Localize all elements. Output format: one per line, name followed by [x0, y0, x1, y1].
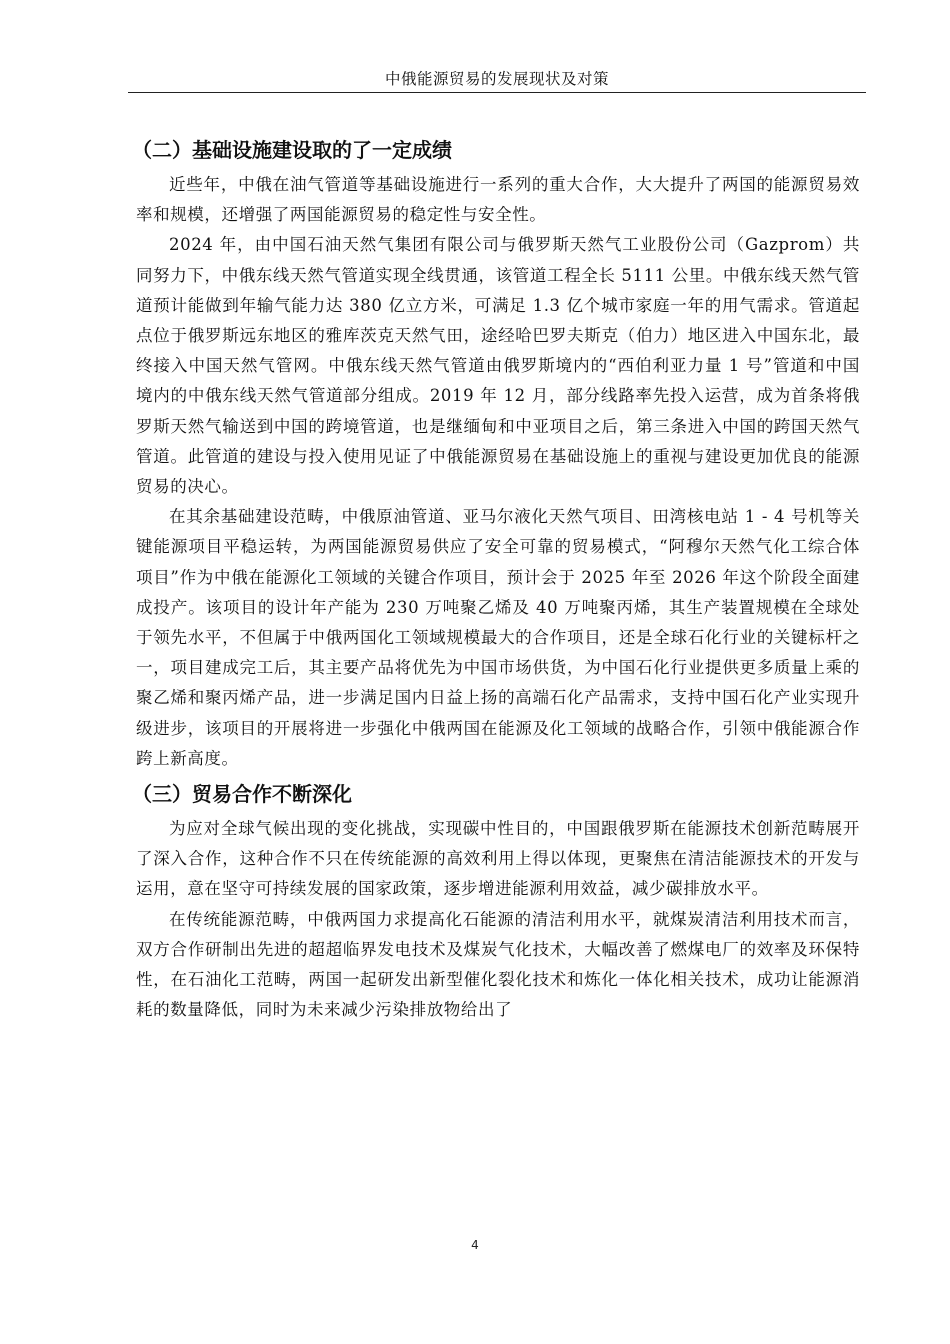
page-body: [132, 130, 860, 1025]
paragraph: 2024 年，由中国石油天然气集团有限公司与俄罗斯天然气工业股份公司（Gazprom）共同努力下，中俄东线天然气管道实现全线贯通，该管道工程全长 5111 公里。中俄东线天然气管道预计能做到年输气能力达 380 亿立方米，可满足 1.3 亿个城市家庭一年的用气需求。管道起点位于俄罗斯远东地区的雅库茨克天然气田，途经哈巴罗夫斯克（伯力）地区进入中国东北，最终接入中国天然气管网。中俄东线天然气管道由俄罗斯境内的“西伯利亚力量 1 号”管道和中国境内的中俄东线天然气管道部分组成。2019 年 12 月，部分线路率先投入运营，成为首条将俄罗斯天然气输送到中国的跨境管道，也是继缅甸和中亚项目之后，第三条进入中国的跨国天然气管道。此管道的建设与投入使用见证了中俄能源贸易在基础设施上的重视与建设更加优良的能源贸易的决心。: [136, 235, 860, 497]
section-heading-trade-cooperation: （三）贸易合作不断深化: [132, 782, 352, 807]
page-number: 4: [471, 1238, 479, 1252]
paragraph: 为应对全球气候出现的变化挑战，实现碳中性目的，中国跟俄罗斯在能源技术创新范畴展开了深入合作，这种合作不只在传统能源的高效利用上得以体现，更聚焦在清洁能源技术的开发与运用，意在坚守可持续发展的国家政策，逐步增进能源利用效益，减少碳排放水平。: [136, 819, 860, 899]
section-heading-infrastructure: （二）基础设施建设取的了一定成绩: [132, 138, 452, 162]
paragraph: 近些年，中俄在油气管道等基础设施进行一系列的重大合作，大大提升了两国的能源贸易效率和规模，还增强了两国能源贸易的稳定性与安全性。: [136, 175, 860, 225]
running-header: 中俄能源贸易的发展现状及对策: [128, 70, 866, 93]
paragraph: 在传统能源范畴，中俄两国力求提高化石能源的清洁利用水平，就煤炭清洁利用技术而言，双方合作研制出先进的超超临界发电技术及煤炭气化技术，大幅改善了燃煤电厂的效率及环保特性，在石油化工范畴，两国一起研发出新型催化裂化技术和炼化一体化相关技术，成功让能源消耗的数量降低，同时为未来减少污染排放物给出了: [136, 909, 860, 1020]
paragraph: 在其余基础建设范畴，中俄原油管道、亚马尔液化天然气项目、田湾核电站 1 - 4 号机等关键能源项目平稳运转，为两国能源贸易供应了安全可靠的贸易模式，“阿穆尔天然气化工综合体项目”作为中俄在能源化工领域的关键合作项目，预计会于 2025 年至 2026 年这个阶段全面建成投产。该项目的设计年产能为 230 万吨聚乙烯及 40 万吨聚丙烯，其生产装置规模在全球处于领先水平，不但属于中俄两国化工领域规模最大的合作项目，还是全球石化行业的关键标杆之一，项目建成完工后，其主要产品将优先为中国市场供货，为中国石化行业提供更多质量上乘的聚乙烯和聚丙烯产品，进一步满足国内日益上扬的高端石化产品需求，支持中国石化产业实现升级进步，该项目的开展将进一步强化中俄两国在能源及化工领域的战略合作，引领中俄能源合作跨上新高度。: [136, 507, 860, 768]
